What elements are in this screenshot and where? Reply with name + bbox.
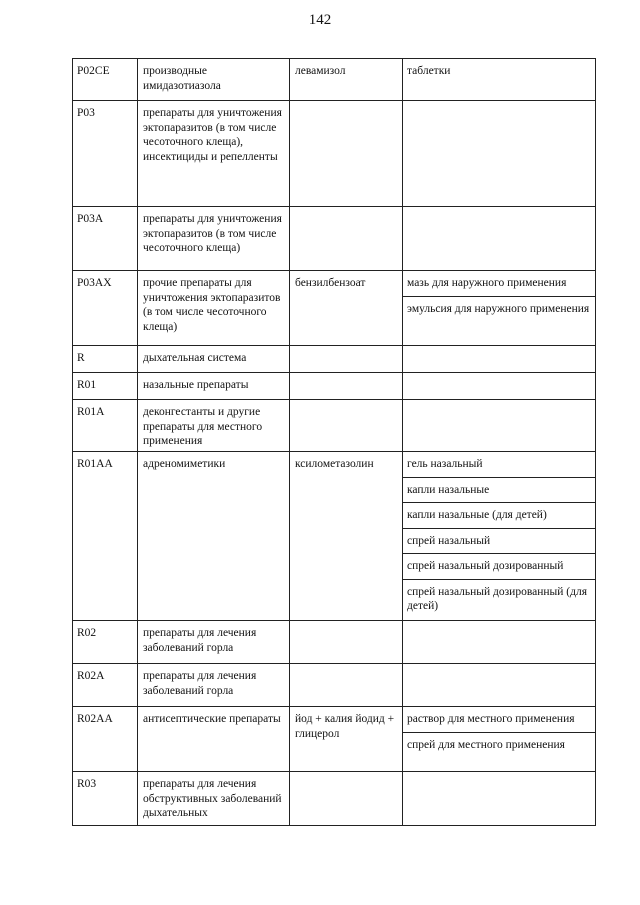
drug-name-cell: бензилбензоат <box>289 271 402 345</box>
table-row <box>72 400 596 452</box>
table-row <box>72 58 596 101</box>
dosage-form-cell <box>402 664 596 706</box>
dosage-form-item <box>403 207 595 217</box>
dosage-form-item: спрей назальный <box>403 528 595 554</box>
atc-code-cell: R02AA <box>72 707 137 771</box>
atc-code-cell: R01A <box>72 400 137 451</box>
table-row <box>72 452 596 621</box>
dosage-form-item <box>403 373 595 383</box>
table-row <box>72 207 596 271</box>
dosage-form-item: таблетки <box>407 65 451 77</box>
drug-name-cell <box>289 772 402 825</box>
atc-code-cell: R03 <box>72 772 137 825</box>
dosage-form-item: гель назальный <box>407 458 483 470</box>
table-row <box>72 664 596 707</box>
table-row <box>72 346 596 373</box>
dosage-form-item: мазь для наружного применения <box>407 277 567 289</box>
group-name-cell: препараты для уничтожения эктопаразитов (в том числе чесоточного клеща) <box>137 207 289 270</box>
dosage-form-cell <box>402 271 596 345</box>
dosage-form-cell <box>402 621 596 663</box>
table-row <box>72 373 596 400</box>
group-name-cell: препараты для лечения обструктивных заболеваний дыхательных <box>137 772 289 825</box>
group-name-cell: адреномиметики <box>137 452 289 620</box>
atc-code-cell: R <box>72 346 137 372</box>
dosage-form-cell <box>402 400 596 451</box>
atc-code-cell: P02CE <box>72 59 137 100</box>
dosage-form-cell <box>402 59 596 100</box>
atc-code-cell: R01 <box>72 373 137 399</box>
atc-code-cell: R02 <box>72 621 137 663</box>
atc-code-cell: P03A <box>72 207 137 270</box>
dosage-form-item <box>403 621 595 631</box>
group-name-cell: деконгестанты и другие препараты для местного применения <box>137 400 289 451</box>
drug-classification-table <box>72 58 596 826</box>
group-name-cell: производные имидазотиазола <box>137 59 289 100</box>
dosage-form-cell <box>402 373 596 399</box>
dosage-form-cell <box>402 101 596 206</box>
table-row <box>72 621 596 664</box>
drug-name-cell: ксилометазолин <box>289 452 402 620</box>
table-row <box>72 772 596 826</box>
group-name-cell: антисептические препараты <box>137 707 289 771</box>
group-name-cell: прочие препараты для уничтожения эктопаразитов (в том числе чесоточного клеща) <box>137 271 289 345</box>
table-row <box>72 101 596 207</box>
dosage-form-item: капли назальные <box>403 477 595 503</box>
dosage-form-item <box>403 101 595 111</box>
drug-name-cell <box>289 101 402 206</box>
dosage-form-cell <box>402 452 596 620</box>
drug-name-cell <box>289 346 402 372</box>
dosage-form-item: спрей назальный дозированный (для детей) <box>403 579 595 619</box>
atc-code-cell: R02A <box>72 664 137 706</box>
dosage-form-cell <box>402 346 596 372</box>
atc-code-cell: P03 <box>72 101 137 206</box>
group-name-cell: препараты для лечения заболеваний горла <box>137 664 289 706</box>
drug-name-cell <box>289 664 402 706</box>
page-number: 142 <box>308 12 332 28</box>
dosage-form-item <box>403 664 595 674</box>
dosage-form-item: эмульсия для наружного применения <box>403 296 595 322</box>
table-row <box>72 707 596 772</box>
dosage-form-cell <box>402 207 596 270</box>
drug-name-cell <box>289 400 402 451</box>
dosage-form-item <box>403 400 595 410</box>
dosage-form-item: капли назальные (для детей) <box>403 502 595 528</box>
dosage-form-item: спрей для местного применения <box>403 732 595 758</box>
group-name-cell: назальные препараты <box>137 373 289 399</box>
dosage-form-item: спрей назальный дозированный <box>403 553 595 579</box>
drug-name-cell: левамизол <box>289 59 402 100</box>
table-row <box>72 271 596 346</box>
dosage-form-item: раствор для местного применения <box>407 713 575 725</box>
dosage-form-cell <box>402 772 596 825</box>
drug-name-cell <box>289 373 402 399</box>
group-name-cell: препараты для лечения заболеваний горла <box>137 621 289 663</box>
atc-code-cell: R01AA <box>72 452 137 620</box>
dosage-form-item <box>403 346 595 356</box>
drug-name-cell <box>289 621 402 663</box>
dosage-form-cell <box>402 707 596 771</box>
group-name-cell: препараты для уничтожения эктопаразитов (в том числе чесоточного клеща), инсектициды и репелленты <box>137 101 289 206</box>
drug-name-cell <box>289 207 402 270</box>
group-name-cell: дыхательная система <box>137 346 289 372</box>
dosage-form-item <box>403 772 595 782</box>
atc-code-cell: P03AX <box>72 271 137 345</box>
drug-name-cell: йод + калия йодид + глицерол <box>289 707 402 771</box>
